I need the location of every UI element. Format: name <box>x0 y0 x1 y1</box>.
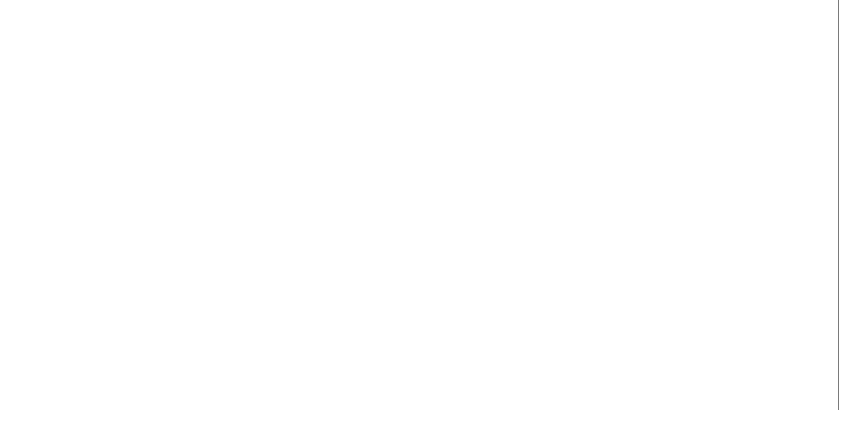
sheet-border-right <box>838 0 839 410</box>
spreadsheet <box>3 0 835 410</box>
